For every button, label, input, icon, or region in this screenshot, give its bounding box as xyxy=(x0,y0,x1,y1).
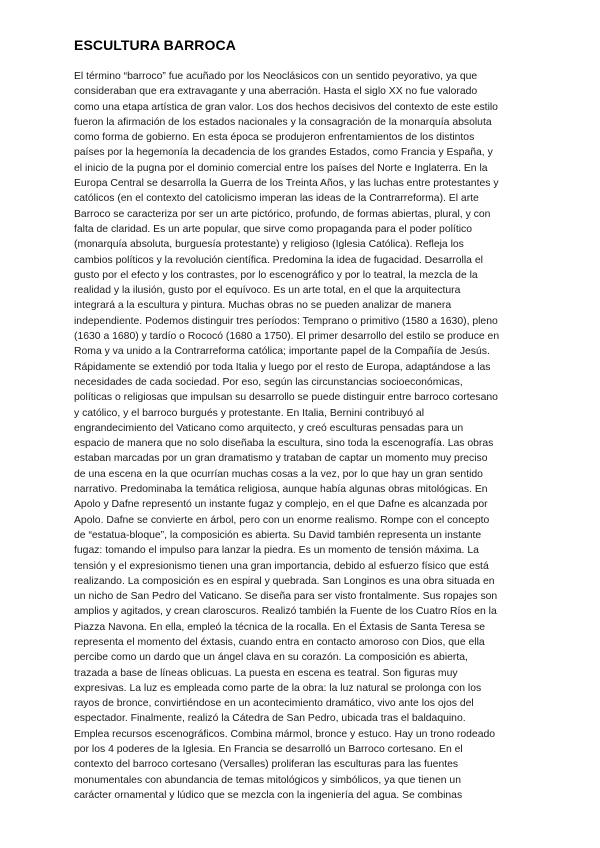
body-text-line: engrandecimiento del Vaticano como arquitecto, y creó esculturas pensadas para un xyxy=(74,422,464,434)
body-text-line: expresivas. La luz es empleada como parte de la obra: la luz natural se prolonga con los xyxy=(74,682,482,694)
body-text-line: de una escena en la que ocurrían muchas cosas a la vez, por lo que hay un gran sentido xyxy=(74,468,483,480)
body-text-line: realidad y la ilusión, gusto por el equívoco. Es un arte total, en el que la arquitectura xyxy=(74,285,461,297)
body-text-line: fugaz: tomando el impulso para lanzar la piedra. Es un momento de tensión máxima. La xyxy=(74,545,479,557)
body-text-line: y católico, y el barroco burgués y protestante. En Italia, Bernini contribuyó al xyxy=(74,407,425,419)
document-title: ESCULTURA BARROCA xyxy=(74,37,236,53)
body-text-line: independiente. Podemos distinguir tres períodos: Temprano o primitivo (1580 a 1630), pleno xyxy=(74,315,498,327)
body-text-line: como forma de gobierno. En esta época se produjeron enfrentamientos de los distintos xyxy=(74,132,475,144)
body-text-line: trazada a base de líneas oblicuas. La puesta en escena es teatral. Son figuras muy xyxy=(74,667,458,679)
body-text-line: gusto por el efecto y los contrastes, por lo escenográfico y por lo teatral, la mezcla de la xyxy=(74,269,478,281)
body-text-line: representa el momento del éxtasis, cuando entra en contacto amoroso con Dios, que ella xyxy=(74,636,485,648)
body-text-line: monumentales con abundancia de temas mitológicos y simbólicos, ya que tienen un xyxy=(74,774,461,786)
body-text-line: integrará a la escultura y pintura. Muchas obras no se pueden analizar de manera xyxy=(74,300,452,312)
body-text-line: Piazza Navona. En ella, empleó la técnica de la rocalla. En el Éxtasis de Santa Teresa se xyxy=(74,621,486,633)
body-text-line: de “estatua-bloque”, la composición es abierta. Su David también representa un instante xyxy=(74,529,482,541)
body-text-line: contexto del barroco cortesano (Versalles) proliferan las esculturas para las fuentes xyxy=(74,759,459,771)
body-text-line: percibe como un dardo que un ángel clava en su corazón. La composición es abierta, xyxy=(74,652,468,664)
body-text-line: consideraban que era extravagante y una aberración. Hasta el siglo XX no fue valorado xyxy=(74,86,478,98)
body-text-line: tensión y el expresionismo tienen una gran importancia, debido al esfuerzo físico que está xyxy=(74,560,489,572)
body-text-line: Emplea recursos escenográficos. Combina mármol, bronce y estuco. Hay un trono rodeado xyxy=(74,728,496,740)
document-body xyxy=(74,69,534,803)
body-text-line: narrativo. Predominaba la temática religiosa, aunque había algunas obras mitológicas. En xyxy=(74,484,488,496)
body-text-line: Apolo. Dafne se convierte en árbol, pero con un enorme realismo. Rompe con el concepto xyxy=(74,514,490,526)
body-text-line: realizando. La composición es en espiral y quebrada. San Longinos es una obra situada en xyxy=(74,575,495,587)
body-text-line: un nicho de San Pedro del Vaticano. Se diseña para ser visto frontalmente. Sus ropajes son xyxy=(74,591,498,603)
body-text-line: el inicio de la pugna por el dominio comercial entre los países del Norte e Inglaterra. En la xyxy=(74,162,488,174)
body-text-line: carácter ornamental y lúdico que se mezcla con la ingeniería del agua. Se combinas xyxy=(74,789,463,801)
body-text-line: fueron la afirmación de los estados nacionales y la consagración de la monarquía absoluta xyxy=(74,116,492,128)
body-text-line: rayos de bronce, convirtiéndose en un acontecimiento dramático, vivo ante los ojos del xyxy=(74,698,474,710)
body-text-line: países por la hegemonía la decadencia de los grandes Estados, como Francia y España, y xyxy=(74,147,493,159)
body-text-line: amplios y agitados, y crean claroscuros. Realizó también la Fuente de los Cuatro Ríos en la xyxy=(74,606,497,618)
body-text-line: espacio de manera que no solo diseñaba la escultura, sino toda la escenografía. Las obras xyxy=(74,438,494,450)
body-text-line: necesidades de cada sociedad. Por eso, según las circunstancias socioeconómicas, xyxy=(74,376,463,388)
body-text-line: católicos (en el contexto del catolicismo imperan las ideas de la Contrarreforma). El arte xyxy=(74,193,479,205)
body-text-line: Barroco se caracteriza por ser un arte pictórico, profundo, de formas abiertas, plural, y con xyxy=(74,208,491,220)
body-text-line: Apolo y Dafne representó un instante fugaz y complejo, en el que Dafne es alcanzada por xyxy=(74,499,488,511)
body-text-line: Europa Central se desarrolla la Guerra de los Treinta Años, y las luchas entre protestantes y xyxy=(74,178,499,190)
body-text-line: Rápidamente se extendió por toda Italia y luego por el resto de Europa, adaptándose a las xyxy=(74,361,491,373)
body-text-line: espectador. Finalmente, realizó la Cátedra de San Pedro, ubicada tras el baldaquino. xyxy=(74,713,466,725)
body-text-line: cambios políticos y la revolución científica. Predomina la idea de fugacidad. Desarrolla el xyxy=(74,254,483,266)
body-text-line: El término “barroco” fue acuñado por los Neoclásicos con un sentido peyorativo, ya que xyxy=(74,71,478,82)
body-text-line: (1630 a 1680) y tardío o Rococó (1680 a 1750). El primer desarrollo del estilo se produce en xyxy=(74,331,500,343)
body-text-line: políticas o religiosas que impulsan su desarrollo se puede distinguir entre barroco cortesano xyxy=(74,392,498,404)
body-text-line: falta de claridad. Es un arte popular, que sirve como propaganda para el poder político xyxy=(74,223,472,235)
body-text-line: estaban marcadas por un gran dramatismo y trataban de captar un momento muy preciso xyxy=(74,453,488,465)
body-text-line: como una etapa artística de gran valor. Los dos hechos decisivos del contexto de este estilo xyxy=(74,101,498,113)
body-text-line: Roma y va unido a la Contrarreforma católica; importante papel de la Compañía de Jesús. xyxy=(74,346,490,358)
body-text-line: (monarquía absoluta, burguesía protestante) y religioso (Iglesia Católica). Refleja los xyxy=(74,239,464,251)
body-text-line: por los 4 poderes de la Iglesia. En Francia se desarrolló un Barroco cortesano. En el xyxy=(74,744,463,756)
